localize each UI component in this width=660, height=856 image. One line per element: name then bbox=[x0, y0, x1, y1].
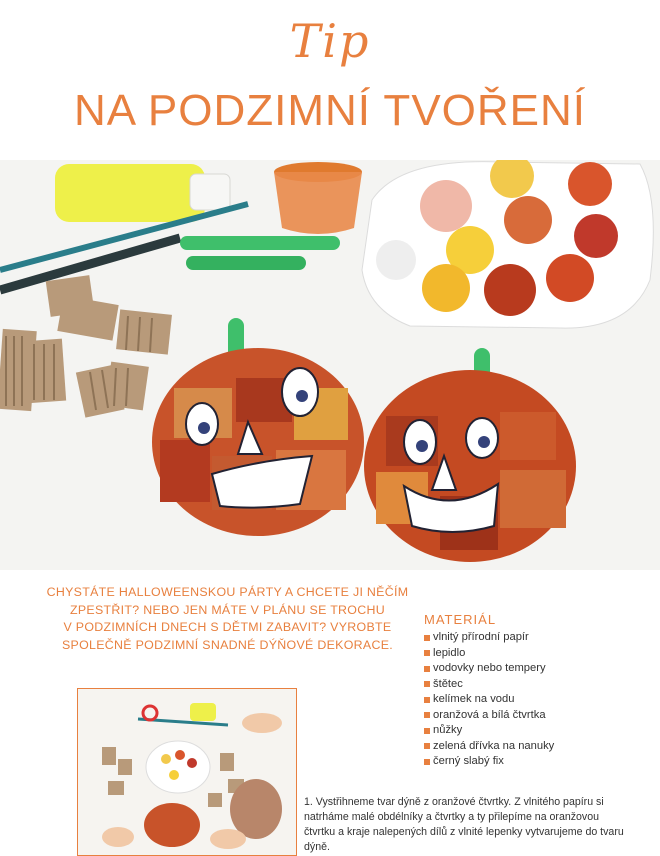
intro-line: ZPESTŘIT? NEBO JEN MÁTE V PLÁNU SE TROCHU bbox=[69, 602, 385, 617]
glue-bottle bbox=[55, 164, 205, 222]
step-1-text: 1. Vystřihneme tvar dýně z oranžové čtvrtky. Z vlnitého papíru si natrháme malé obdélníky a čtvrtky a ty přilepíme na oranžovou čtvrtku a kraje nalepených dílů z vlnité lepenky vytvarujeme do tvaru dýně. bbox=[304, 796, 624, 853]
step-photo bbox=[77, 688, 297, 856]
tip-heading: Tip bbox=[289, 14, 371, 68]
craft-stick bbox=[186, 256, 306, 270]
material-item: štětec bbox=[424, 677, 554, 693]
intro-text bbox=[40, 584, 415, 654]
pumpkin-pupil bbox=[478, 436, 490, 448]
pumpkin-pupil bbox=[416, 440, 428, 452]
pumpkin bbox=[144, 803, 200, 847]
paint-well bbox=[574, 214, 618, 258]
paint-well bbox=[422, 264, 470, 312]
craft-table-photo bbox=[78, 689, 296, 855]
material-list bbox=[424, 630, 554, 770]
material-item: vodovky nebo tempery bbox=[424, 661, 554, 677]
paint-well bbox=[484, 264, 536, 316]
material-heading: MATERIÁL bbox=[424, 612, 497, 627]
paint-palette bbox=[146, 741, 210, 793]
intro-line: V PODZIMNÍCH DNECH S DĚTMI ZABAVIT? VYROBTE bbox=[63, 620, 392, 634]
material-item: lepidlo bbox=[424, 646, 554, 662]
material-item: vlnitý přírodní papír bbox=[424, 630, 554, 646]
pumpkin-pupil bbox=[198, 422, 210, 434]
paint-well bbox=[504, 196, 552, 244]
hero-photo bbox=[0, 160, 660, 570]
craft-stick bbox=[180, 236, 340, 250]
corrugated-cardboard-pieces bbox=[0, 275, 172, 418]
material-item: nůžky bbox=[424, 723, 554, 739]
paint-well bbox=[175, 750, 185, 760]
paint-well bbox=[420, 180, 472, 232]
child-hand bbox=[210, 829, 246, 849]
paint-well bbox=[169, 770, 179, 780]
child-hand bbox=[242, 713, 282, 733]
pumpkin-craft-photo bbox=[0, 160, 660, 570]
paint-well bbox=[568, 162, 612, 206]
scissors bbox=[143, 706, 157, 720]
material-item: černý slabý fix bbox=[424, 754, 554, 770]
pumpkin-cardboard bbox=[230, 779, 282, 839]
material-item: zelená dřívka na nanuky bbox=[424, 739, 554, 755]
glue-bottle bbox=[190, 703, 216, 721]
paint-well bbox=[546, 254, 594, 302]
paint-cup bbox=[274, 172, 362, 234]
paint-well bbox=[161, 754, 171, 764]
child-hand bbox=[102, 827, 134, 847]
intro-line: SPOLEČNĚ PODZIMNÍ SNADNÉ DÝŇOVÉ DEKORACE. bbox=[61, 637, 394, 652]
pumpkin-pupil bbox=[296, 390, 308, 402]
glue-cap bbox=[190, 174, 230, 210]
material-item: oranžová a bílá čtvrtka bbox=[424, 708, 554, 724]
material-item: kelímek na vodu bbox=[424, 692, 554, 708]
page-title: NA PODZIMNÍ TVOŘENÍ bbox=[73, 86, 587, 135]
paint-well bbox=[376, 240, 416, 280]
paint-well bbox=[187, 758, 197, 768]
intro-line: CHYSTÁTE HALLOWEENSKOU PÁRTY A CHCETE JI NĚČÍM bbox=[46, 585, 409, 599]
